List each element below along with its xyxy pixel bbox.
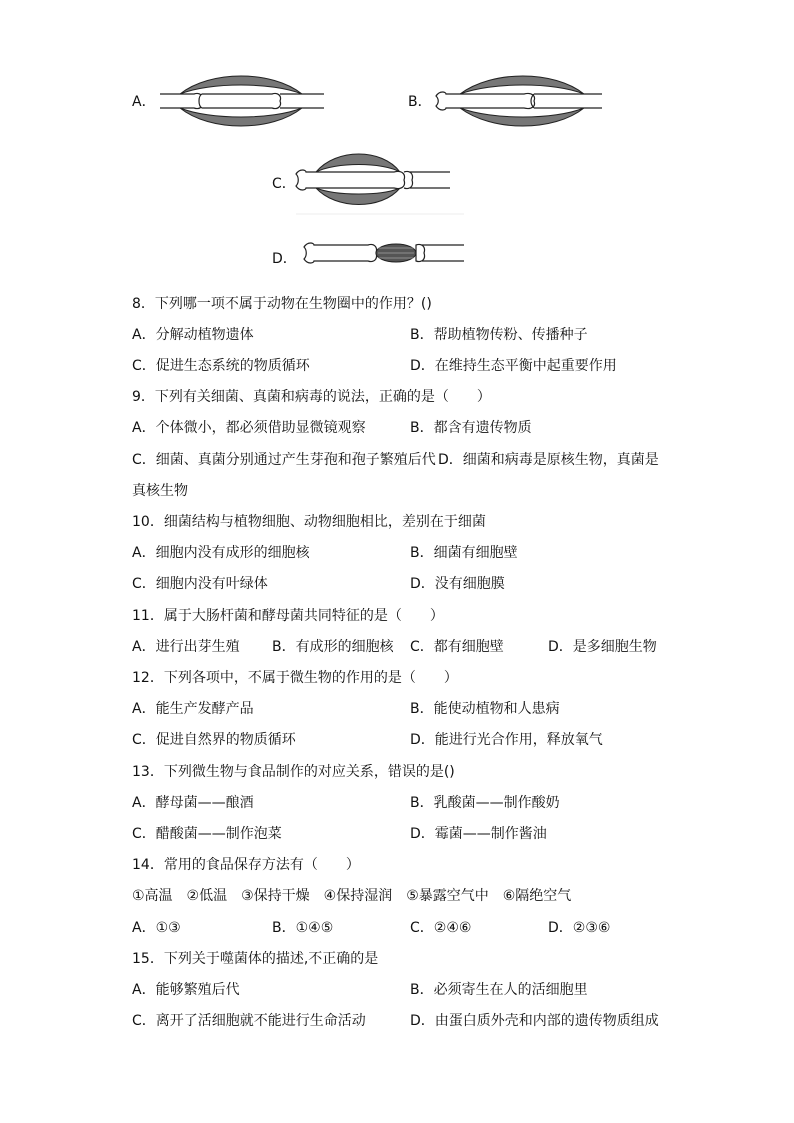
question-12-option-a[interactable]: A．能生产发酵产品 xyxy=(132,701,254,717)
question-11-stem: 11．属于大肠杆菌和酵母菌共同特征的是（ ） xyxy=(132,608,444,624)
question-12-option-b[interactable]: B．能使动植物和人患病 xyxy=(410,701,560,717)
question-9-stem: 9．下列有关细菌、真菌和病毒的说法，正确的是（ ） xyxy=(132,389,491,405)
question-13-option-d[interactable]: D．霉菌——制作酱油 xyxy=(410,826,547,842)
question-10-option-b[interactable]: B．细菌有细胞壁 xyxy=(410,545,518,561)
question-8-option-c[interactable]: C．促进生态系统的物质循环 xyxy=(132,358,310,374)
question-8-option-d[interactable]: D．在维持生态平衡中起重要作用 xyxy=(410,358,617,374)
question-12-stem: 12．下列各项中，不属于微生物的作用的是（ ） xyxy=(132,670,458,686)
joint-figure-d xyxy=(304,238,464,268)
question-15-option-b[interactable]: B．必须寄生在人的活细胞里 xyxy=(410,982,588,998)
figure-d-label: D． xyxy=(272,251,297,267)
question-13-option-a[interactable]: A．酵母菌——酿酒 xyxy=(132,795,254,811)
question-10-option-a[interactable]: A．细胞内没有成形的细胞核 xyxy=(132,545,310,561)
question-11-option-a[interactable]: A．进行出芽生殖 xyxy=(132,639,240,655)
question-13-option-b[interactable]: B．乳酸菌——制作酸奶 xyxy=(410,795,560,811)
question-9-option-b[interactable]: B．都含有遗传物质 xyxy=(410,420,532,436)
question-8-option-a[interactable]: A．分解动植物遗体 xyxy=(132,327,254,343)
figure-c-label: C． xyxy=(272,176,296,192)
figure-b-label: B． xyxy=(408,94,432,110)
question-13-stem: 13．下列微生物与食品制作的对应关系，错误的是() xyxy=(132,764,455,780)
question-9-option-a[interactable]: A．个体微小，都必须借助显微镜观察 xyxy=(132,420,366,436)
question-11-option-c[interactable]: C．都有细胞壁 xyxy=(410,639,504,655)
question-9-option-c[interactable]: C．细菌、真菌分别通过产生芽孢和孢子繁殖后代 xyxy=(132,452,436,468)
joint-figure-c xyxy=(296,150,466,216)
question-8-option-b[interactable]: B．帮助植物传粉、传播种子 xyxy=(410,327,588,343)
question-14-option-d[interactable]: D．②③⑥ xyxy=(548,920,611,936)
question-14-option-b[interactable]: B．①④⑤ xyxy=(272,920,334,936)
question-15-option-d[interactable]: D．由蛋白质外壳和内部的遗传物质组成 xyxy=(410,1013,659,1029)
question-14-stem: 14．常用的食品保存方法有（ ） xyxy=(132,857,360,873)
question-14-option-c[interactable]: C．②④⑥ xyxy=(410,920,472,936)
figure-a-label: A． xyxy=(132,94,156,110)
question-11-option-d[interactable]: D．是多细胞生物 xyxy=(548,639,657,655)
question-15-option-c[interactable]: C．离开了活细胞就不能进行生命活动 xyxy=(132,1013,366,1029)
question-10-stem: 10．细菌结构与植物细胞、动物细胞相比，差别在于细菌 xyxy=(132,514,486,530)
joint-figure-a xyxy=(160,70,324,132)
question-12-option-d[interactable]: D．能进行光合作用，释放氧气 xyxy=(410,732,603,748)
joint-figure-b xyxy=(436,70,602,132)
question-8-stem: 8．下列哪一项不属于动物在生物圈中的作用？() xyxy=(132,296,432,312)
question-15-option-a[interactable]: A．能够繁殖后代 xyxy=(132,982,240,998)
question-14-option-a[interactable]: A．①③ xyxy=(132,920,181,936)
question-12-option-c[interactable]: C．促进自然界的物质循环 xyxy=(132,732,296,748)
question-9-option-d-cont: 真核生物 xyxy=(132,483,188,499)
question-13-option-c[interactable]: C．醋酸菌——制作泡菜 xyxy=(132,826,282,842)
question-9-option-d[interactable]: D．细菌和病毒是原核生物，真菌是 xyxy=(438,452,659,468)
question-14-items: ①高温 ②低温 ③保持干燥 ④保持湿润 ⑤暴露空气中 ⑥隔绝空气 xyxy=(132,888,572,904)
question-10-option-c[interactable]: C．细胞内没有叶绿体 xyxy=(132,576,268,592)
question-11-option-b[interactable]: B．有成形的细胞核 xyxy=(272,639,394,655)
question-15-stem: 15．下列关于噬菌体的描述,不正确的是 xyxy=(132,951,379,967)
question-10-option-d[interactable]: D．没有细胞膜 xyxy=(410,576,505,592)
